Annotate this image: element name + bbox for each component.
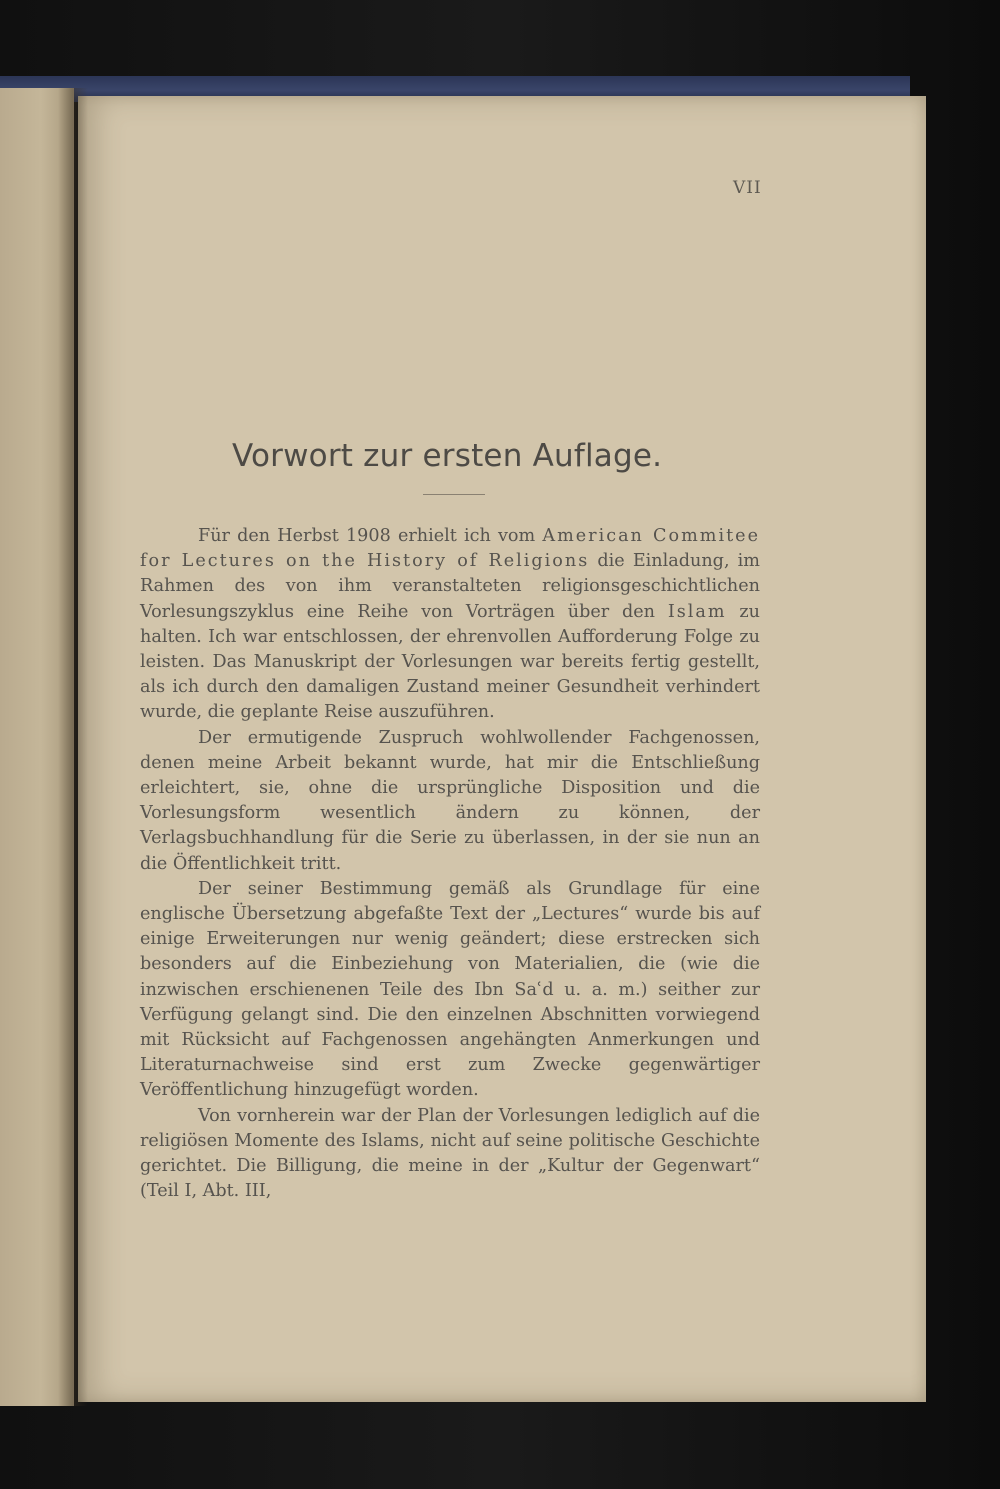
page-number: VII — [733, 178, 762, 198]
paragraph-1-lead: Für den Herbst 1908 erhielt ich vom — [198, 526, 543, 546]
title-divider — [423, 494, 485, 495]
body-text — [140, 524, 760, 1204]
islam-term: Islam — [667, 601, 727, 622]
paragraph-2: Der ermutigende Zuspruch wohlwollender Fachgenossen, denen meine Arbeit bekannt wurde, hat mir die Entschließung erleichtert, sie, ohne die ursprüngliche Disposition und die Vorlesungsform wesentlich ändern zu können, der Verlagsbuchhandlung für die Serie zu überlassen, in der sie nun an die Öffentlichkeit tritt. — [140, 727, 760, 874]
book-gutter-shadow — [58, 88, 88, 1406]
committee-name: American Commitee for Lectures on the History of Religions — [140, 526, 760, 572]
paragraph-1 — [140, 524, 760, 726]
paragraph-3: Der seiner Bestimmung gemäß als Grundlage für eine englische Übersetzung abgefaßte Text der „Lectures“ wurde bis auf einige Erweiterungen nur wenig geändert; diese erstrecken sich besonders auf die Einbeziehung von Materialien, die (wie die inzwischen erschienenen Teile des Ibn Saʿd u. a. m.) seither zur Verfügung gelangt sind. Die den einzelnen Abschnitten vorwiegend mit Rücksicht auf Fachgenossen angehängten Anmerkungen und Literaturnachweise sind erst zum Zwecke gegenwärtiger Veröffentlichung hinzugefügt worden. — [140, 878, 760, 1101]
paragraph-1-end: zu halten. Ich war entschlossen, der ehrenvollen Aufforderung Folge zu leisten. Das Manuskript der Vorlesungen war bereits fertig gestellt, als ich durch den damaligen Zustand meiner Gesundheit verhindert wurde, die geplante Reise auszuführen. — [140, 601, 761, 723]
paragraph-4: Von vornherein war der Plan der Vorlesungen lediglich auf die religiösen Momente des Islams, nicht auf seine politische Geschichte gerichtet. Die Billigung, die meine in der „Kultur der Gegenwart“ (Teil I, Abt. III, — [140, 1105, 760, 1202]
page-title: Vorwort zur ersten Auflage. — [232, 438, 663, 474]
paragraph-1-middle: die Einladung, im Rahmen des von ihm veranstalteten religionsgeschichtlichen Vorlesungszyklus eine Reihe von Vorträgen über den — [140, 551, 760, 622]
